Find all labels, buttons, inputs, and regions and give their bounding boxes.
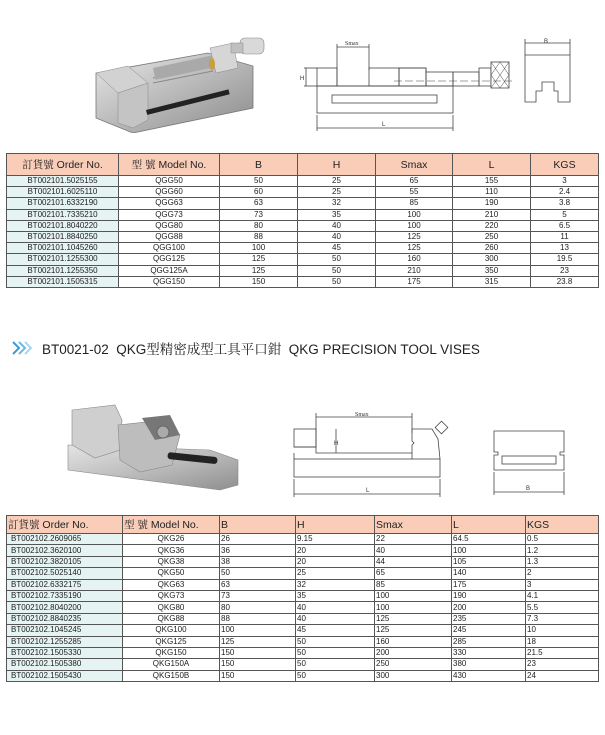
cell-b: 125: [220, 265, 298, 276]
cell-l: 260: [453, 243, 531, 254]
cell-l: 250: [453, 231, 531, 242]
table-row: [7, 647, 599, 658]
qkg-side-view-drawing: [290, 405, 470, 500]
cell-l: 200: [452, 602, 526, 613]
table-row: [7, 670, 599, 681]
svg-text:Smax: Smax: [355, 412, 369, 418]
cell-b: 26: [220, 534, 296, 545]
cell-model-no: QKG26: [123, 534, 220, 545]
cell-smax: 250: [375, 659, 452, 670]
header-b: B: [220, 154, 298, 176]
cell-kgs: 21.5: [526, 647, 599, 658]
cell-kgs: 0.5: [526, 534, 599, 545]
header-b: B: [220, 516, 296, 534]
cell-kgs: 3: [531, 176, 599, 187]
cell-b: 88: [220, 613, 296, 624]
header-h: H: [296, 516, 375, 534]
cell-model-no: QGG88: [119, 231, 220, 242]
cell-h: 50: [296, 636, 375, 647]
cell-h: 20: [296, 545, 375, 556]
cell-h: 50: [296, 670, 375, 681]
cell-h: 50: [298, 265, 376, 276]
header-model-no: 型 號 Model No.: [123, 516, 220, 534]
svg-text:H: H: [334, 441, 339, 447]
cell-b: 60: [220, 187, 298, 198]
cell-b: 73: [220, 590, 296, 601]
cell-smax: 85: [375, 579, 452, 590]
cell-b: 100: [220, 625, 296, 636]
table-row: [7, 534, 599, 545]
cell-kgs: 7.3: [526, 613, 599, 624]
header-smax: Smax: [376, 154, 453, 176]
cell-smax: 160: [375, 636, 452, 647]
table-row: [7, 568, 599, 579]
header-model-no: 型 號 Model No.: [119, 154, 220, 176]
cell-order-no: BT002102.8840235: [7, 613, 123, 624]
cell-h: 25: [296, 568, 375, 579]
cell-kgs: 1.2: [526, 545, 599, 556]
cell-order-no: BT002102.1255285: [7, 636, 123, 647]
table-row: [7, 590, 599, 601]
cell-smax: 85: [376, 198, 453, 209]
cell-b: 36: [220, 545, 296, 556]
cell-l: 235: [452, 613, 526, 624]
cell-h: 35: [296, 590, 375, 601]
header-smax: Smax: [375, 516, 452, 534]
cell-h: 32: [296, 579, 375, 590]
svg-text:L: L: [366, 488, 370, 494]
header-order-no: 訂貨號 Order No.: [7, 154, 119, 176]
double-chevron-right-icon: [12, 341, 34, 355]
cell-l: 285: [452, 636, 526, 647]
cell-kgs: 23: [531, 265, 599, 276]
table-row: [7, 231, 599, 242]
cell-smax: 300: [375, 670, 452, 681]
cell-b: 150: [220, 647, 296, 658]
cell-kgs: 3: [526, 579, 599, 590]
cell-h: 50: [298, 276, 376, 287]
svg-text:L: L: [382, 122, 386, 128]
cell-order-no: BT002101.1045260: [7, 243, 119, 254]
cell-b: 88: [220, 231, 298, 242]
cell-kgs: 11: [531, 231, 599, 242]
cell-model-no: QKG50: [123, 568, 220, 579]
cell-order-no: BT002102.1505380: [7, 659, 123, 670]
cell-l: 155: [453, 176, 531, 187]
table-header-row: [7, 516, 599, 534]
table-header-row: [7, 154, 599, 176]
cell-smax: 65: [376, 176, 453, 187]
table-row: [7, 220, 599, 231]
cell-kgs: 3.8: [531, 198, 599, 209]
table-row: [7, 176, 599, 187]
table-row: [7, 209, 599, 220]
cell-order-no: BT002102.3620100: [7, 545, 123, 556]
cell-b: 50: [220, 176, 298, 187]
cell-b: 63: [220, 198, 298, 209]
cell-kgs: 18: [526, 636, 599, 647]
cell-h: 35: [298, 209, 376, 220]
cell-kgs: 23: [526, 659, 599, 670]
table-row: [7, 198, 599, 209]
cell-order-no: BT002101.6332190: [7, 198, 119, 209]
cell-b: 150: [220, 670, 296, 681]
cell-order-no: BT002102.6332175: [7, 579, 123, 590]
cell-h: 40: [296, 613, 375, 624]
cell-order-no: BT002101.8840250: [7, 231, 119, 242]
cell-l: 245: [452, 625, 526, 636]
cell-kgs: 23.8: [531, 276, 599, 287]
cell-order-no: BT002102.5025140: [7, 568, 123, 579]
cell-model-no: QGG80: [119, 220, 220, 231]
cell-model-no: QGG50: [119, 176, 220, 187]
cell-l: 110: [453, 187, 531, 198]
cell-l: 430: [452, 670, 526, 681]
cell-h: 45: [298, 243, 376, 254]
table-row: [7, 625, 599, 636]
header-order-no: 訂貨號 Order No.: [7, 516, 123, 534]
cell-h: 25: [298, 176, 376, 187]
table-row: [7, 556, 599, 567]
table-row: [7, 579, 599, 590]
cell-b: 80: [220, 220, 298, 231]
cell-model-no: QKG150A: [123, 659, 220, 670]
svg-text:B: B: [544, 39, 549, 45]
cell-smax: 100: [376, 220, 453, 231]
cell-b: 125: [220, 636, 296, 647]
cell-model-no: QGG100: [119, 243, 220, 254]
cell-smax: 65: [375, 568, 452, 579]
cell-b: 63: [220, 579, 296, 590]
header-kgs: KGS: [531, 154, 599, 176]
qgg-spec-table: [6, 153, 599, 288]
svg-text:Smax: Smax: [345, 41, 359, 47]
cell-order-no: BT002101.1255350: [7, 265, 119, 276]
cell-l: 315: [453, 276, 531, 287]
cell-kgs: 1.3: [526, 556, 599, 567]
cell-h: 40: [298, 231, 376, 242]
cell-order-no: BT002102.1045245: [7, 625, 123, 636]
cell-kgs: 13: [531, 243, 599, 254]
cell-smax: 125: [376, 243, 453, 254]
cell-model-no: QGG73: [119, 209, 220, 220]
cell-model-no: QGG125A: [119, 265, 220, 276]
cell-kgs: 2: [526, 568, 599, 579]
cell-smax: 22: [375, 534, 452, 545]
table-row: [7, 636, 599, 647]
qkg-spec-table: [6, 515, 599, 682]
cell-model-no: QGG60: [119, 187, 220, 198]
cell-smax: 100: [375, 602, 452, 613]
cell-smax: 200: [375, 647, 452, 658]
cell-smax: 44: [375, 556, 452, 567]
cell-model-no: QKG150B: [123, 670, 220, 681]
cell-model-no: QKG73: [123, 590, 220, 601]
cell-h: 25: [298, 187, 376, 198]
cell-l: 210: [453, 209, 531, 220]
cell-b: 100: [220, 243, 298, 254]
table-row: [7, 254, 599, 265]
cell-smax: 210: [376, 265, 453, 276]
cell-order-no: BT002102.8040200: [7, 602, 123, 613]
cell-model-no: QGG150: [119, 276, 220, 287]
cell-order-no: BT002102.7335190: [7, 590, 123, 601]
cell-l: 105: [452, 556, 526, 567]
cell-l: 100: [452, 545, 526, 556]
qkg-vise-photo: [60, 390, 245, 495]
cell-kgs: 6.5: [531, 220, 599, 231]
cell-b: 125: [220, 254, 298, 265]
table-row: [7, 243, 599, 254]
cell-b: 150: [220, 276, 298, 287]
cell-order-no: BT002102.2609065: [7, 534, 123, 545]
table-row: [7, 187, 599, 198]
cell-l: 140: [452, 568, 526, 579]
cell-b: 50: [220, 568, 296, 579]
cell-order-no: BT002101.5025155: [7, 176, 119, 187]
cell-smax: 40: [375, 545, 452, 556]
table-row: [7, 545, 599, 556]
cell-model-no: QKG150: [123, 647, 220, 658]
cell-order-no: BT002101.1255300: [7, 254, 119, 265]
qkg-end-view-drawing: [490, 420, 570, 500]
qgg-side-view-drawing: [300, 30, 520, 135]
cell-kgs: 24: [526, 670, 599, 681]
cell-b: 38: [220, 556, 296, 567]
cell-model-no: QKG38: [123, 556, 220, 567]
header-l: L: [452, 516, 526, 534]
section-title-text: BT0021-02 QKG型精密成型工具平口鉗 QKG PRECISION TOOL VISES: [42, 342, 480, 357]
cell-l: 190: [453, 198, 531, 209]
cell-model-no: QKG36: [123, 545, 220, 556]
cell-order-no: BT002101.8040220: [7, 220, 119, 231]
cell-model-no: QGG63: [119, 198, 220, 209]
section-title: [12, 338, 480, 358]
cell-smax: 100: [375, 590, 452, 601]
cell-b: 150: [220, 659, 296, 670]
header-h: H: [298, 154, 376, 176]
cell-model-no: QKG80: [123, 602, 220, 613]
cell-order-no: BT002101.7335210: [7, 209, 119, 220]
cell-b: 80: [220, 602, 296, 613]
cell-kgs: 10: [526, 625, 599, 636]
cell-b: 73: [220, 209, 298, 220]
cell-smax: 125: [375, 625, 452, 636]
cell-l: 175: [452, 579, 526, 590]
cell-smax: 160: [376, 254, 453, 265]
cell-smax: 175: [376, 276, 453, 287]
cell-h: 40: [298, 220, 376, 231]
cell-kgs: 5: [531, 209, 599, 220]
cell-model-no: QKG88: [123, 613, 220, 624]
cell-model-no: QKG63: [123, 579, 220, 590]
cell-kgs: 19.5: [531, 254, 599, 265]
cell-l: 220: [453, 220, 531, 231]
cell-model-no: QKG125: [123, 636, 220, 647]
cell-l: 380: [452, 659, 526, 670]
cell-order-no: BT002102.1505430: [7, 670, 123, 681]
cell-l: 190: [452, 590, 526, 601]
svg-text:B: B: [526, 486, 531, 492]
cell-order-no: BT002101.1505315: [7, 276, 119, 287]
cell-smax: 55: [376, 187, 453, 198]
cell-l: 64.5: [452, 534, 526, 545]
cell-smax: 100: [376, 209, 453, 220]
cell-order-no: BT002101.6025110: [7, 187, 119, 198]
cell-h: 20: [296, 556, 375, 567]
cell-kgs: 4.1: [526, 590, 599, 601]
cell-h: 32: [298, 198, 376, 209]
cell-kgs: 5.5: [526, 602, 599, 613]
header-l: L: [453, 154, 531, 176]
qgg-vise-photo: [88, 28, 288, 133]
cell-order-no: BT002102.3820105: [7, 556, 123, 567]
cell-l: 330: [452, 647, 526, 658]
cell-h: 9.15: [296, 534, 375, 545]
table-row: [7, 265, 599, 276]
cell-l: 300: [453, 254, 531, 265]
cell-smax: 125: [376, 231, 453, 242]
svg-text:H: H: [300, 76, 305, 82]
table-row: [7, 602, 599, 613]
cell-order-no: BT002102.1505330: [7, 647, 123, 658]
cell-h: 50: [298, 254, 376, 265]
cell-model-no: QGG125: [119, 254, 220, 265]
header-kgs: KGS: [526, 516, 599, 534]
cell-model-no: QKG100: [123, 625, 220, 636]
cell-h: 50: [296, 647, 375, 658]
cell-l: 350: [453, 265, 531, 276]
table-row: [7, 613, 599, 624]
cell-h: 50: [296, 659, 375, 670]
cell-h: 40: [296, 602, 375, 613]
cell-kgs: 2.4: [531, 187, 599, 198]
cell-h: 45: [296, 625, 375, 636]
table-row: [7, 276, 599, 287]
qgg-end-view-drawing: [515, 35, 595, 125]
cell-smax: 125: [375, 613, 452, 624]
table-row: [7, 659, 599, 670]
